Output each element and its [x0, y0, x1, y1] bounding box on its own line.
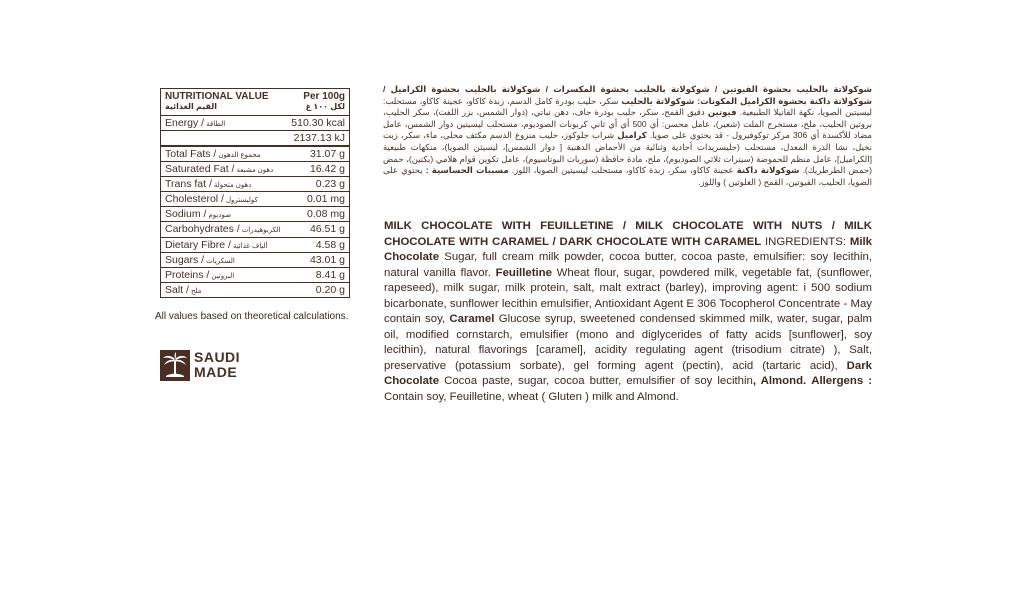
- row-value: 4.58 g: [315, 238, 345, 251]
- english-ingredients-label: INGREDIENTS:: [761, 235, 850, 248]
- row-label: [165, 148, 261, 160]
- nutrition-row-proteins: [161, 267, 349, 282]
- english-almond-label: , Almond.: [752, 375, 807, 387]
- row-label-ar: السكريات: [206, 257, 235, 265]
- nutrition-table: [160, 88, 350, 298]
- arabic-title: شوكولاتة بالحليب بحشوة الفيوتين / شوكولاتة بالحليب بحشوة المكسرات / شوكولاتة بالحليب بحشوة الكراميل / شوكولاتة داكنة بحشوة الكراميل: [383, 84, 872, 106]
- english-dark-label: Dark Chocolate: [384, 359, 872, 387]
- row-value: 510.30 kcal: [291, 117, 345, 130]
- row-value: 0.23 g: [315, 177, 345, 190]
- nutrition-row-sodium: [161, 206, 349, 221]
- logo-text: [194, 350, 240, 380]
- row-label-ar: الطاقة: [206, 121, 226, 129]
- row-label-en: Sugars /: [165, 253, 205, 266]
- english-caramel-text: Glucose syrup, sweetened condensed skimmed milk, water, sugar, palm oil, modified cornstarch, emulsifier (mono and diglycerides of fatty acids [sunflower], soy lecithin), natural flavorings [caramel], acidity regulating agent (trisodium citrate) ), Salt, preservative (potassium sorbate), gel forming agent (pectin), acid (tartaric acid),: [384, 313, 872, 372]
- row-label-ar: دهون مشبعة: [236, 166, 274, 174]
- arabic-allergen-label: مسببات الحساسية :: [425, 165, 509, 176]
- row-value: 31.07 g: [309, 147, 345, 160]
- arabic-feuil-label: فيوتين: [707, 107, 737, 118]
- nutrition-row-energy-kj: [161, 130, 349, 145]
- row-label-ar: صوديوم: [208, 212, 232, 220]
- row-label-ar: دهون متحولة: [213, 181, 252, 189]
- row-label-en: Carbohydrates /: [165, 223, 240, 236]
- row-label-en: Salt /: [165, 284, 189, 297]
- nutrition-row-salt: [161, 282, 349, 297]
- nutrition-row-dietary-fibre: [161, 237, 349, 252]
- nutrition-title-ar: القيم الغذائية: [165, 102, 218, 111]
- nutrition-row-sugars: [161, 252, 349, 267]
- row-label: [165, 254, 235, 266]
- english-ingredients: [384, 219, 872, 405]
- english-allergen-text: Contain soy, Feuilletine, wheat ( Gluten ) milk and Almond.: [384, 390, 679, 403]
- arabic-ingredients: [383, 84, 872, 188]
- row-label: [165, 163, 273, 175]
- english-dark-text: Cocoa paste, sugar, cocoa butter, emulsifier of soy lecithin: [439, 375, 753, 387]
- row-label: [165, 239, 268, 251]
- logo-line-1: SAUDI: [194, 349, 241, 365]
- row-label: [165, 223, 280, 235]
- row-label-en: Dietary Fibre /: [165, 238, 231, 251]
- row-label-ar: ألياف غذائية: [232, 242, 268, 250]
- row-label-en: Cholesterol /: [165, 193, 224, 206]
- arabic-dark-label: شوكولاتة داكنة: [736, 165, 800, 176]
- arabic-feuil-text: دقيق القمح، سكر، حليب بودرة جاف، دهن نباتي، (دوار الشمس، بزر اللفت)، سكر الحليب، بروتين الحليب، ملح، مستخرج الملت (شعير)، عامل محسن: أي 500 أي أي ثاني كربونات الصوديوم، مستحلب ليسيتين دوار الشمس، عامل مضاد للأكسدة أي 306 مركز توكوفيرول - قد يحتوي على صويا.: [383, 107, 872, 141]
- row-label-ar: كوليسترول: [225, 197, 258, 205]
- row-label-ar: الكربوهيدرات: [241, 227, 281, 235]
- row-label: [165, 193, 258, 205]
- row-value: 2137.13 kJ: [293, 132, 345, 145]
- english-feuil-label: Feuilletine: [495, 266, 552, 279]
- row-label: [165, 117, 225, 129]
- nutrition-row-energy: [161, 115, 349, 130]
- row-value: 0.08 mg: [307, 208, 345, 221]
- nutrition-footnote: All values based on theoretical calculations.: [155, 311, 349, 322]
- arabic-milk-label: شوكولاتة بالحليب: [621, 95, 695, 106]
- row-value: 43.01 g: [309, 253, 345, 266]
- nutrition-header: [161, 89, 349, 115]
- logo-line-2: MADE: [194, 364, 238, 380]
- english-title: MILK CHOCOLATE WITH FEUILLETINE / MILK CHOCOLATE WITH NUTS / MILK CHOCOLATE WITH CARAMEL / DARK CHOCOLATE WITH CARAMEL: [384, 220, 872, 248]
- nutrition-row-carbohydrates: [161, 221, 349, 236]
- nutrition-row-saturated-fat: [161, 161, 349, 176]
- arabic-caramel-label: كراميل: [617, 130, 647, 141]
- row-label-ar: مجموع الدهون: [218, 151, 261, 159]
- english-feuil-text: Wheat flour, sugar, powdered milk, vegetable fat, (sunflower, rapeseed), milk sugar, milk protein, salt, malt extract (barley), improving agent: i 500 sodium bicarbonate, sunflower lecithin emulsifier, Antioxidant Agent E 306 Tocopherol Concentrate - May contain soy,: [384, 266, 872, 325]
- row-value: 8.41 g: [315, 268, 345, 281]
- nutrition-per-ar: لكل ١٠٠ غ: [305, 102, 345, 111]
- arabic-dark-text: عجينة كاكاو، سكر، زبدة كاكاو، مستحلب ليسيتين الصويا، اللوز.: [511, 165, 734, 176]
- english-milk-label: Milk Chocolate: [384, 235, 872, 263]
- row-label: [165, 178, 251, 190]
- row-label-en: Total Fats /: [165, 147, 217, 160]
- row-label-en: Saturated Fat /: [165, 162, 235, 175]
- nutrition-title-en: NUTRITIONAL VALUE: [165, 91, 269, 102]
- nutrition-row-trans-fat: [161, 176, 349, 191]
- row-label-en: Proteins /: [165, 268, 210, 281]
- palm-tree-icon: [160, 350, 190, 381]
- row-label: [165, 269, 234, 281]
- nutrition-per-en: Per 100g: [303, 91, 345, 102]
- row-label-en: Trans fat /: [165, 177, 212, 190]
- row-label: [165, 284, 202, 296]
- row-label: [165, 208, 231, 220]
- row-value: 0.20 g: [315, 284, 345, 297]
- arabic-ingredients-label: المكونات:: [697, 95, 738, 106]
- nutrition-title: [165, 92, 269, 112]
- english-milk-text: Sugar, full cream milk powder, cocoa butter, cocoa paste, emulsifier: soy lecithin, natural vanilla flavor.: [384, 251, 872, 279]
- saudi-made-logo: [160, 350, 252, 384]
- english-caramel-label: Caramel: [449, 313, 495, 325]
- row-value: 16.42 g: [309, 162, 345, 175]
- nutrition-row-cholesterol: [161, 191, 349, 206]
- row-label-en: Energy /: [165, 117, 205, 130]
- english-allergen-label: Allergens :: [811, 375, 872, 387]
- row-label-ar: البروتين: [211, 272, 235, 280]
- row-label-ar: ملح: [190, 288, 202, 296]
- arabic-caramel-text: شراب جلوكوز، حليب منزوع الدسم مكثف محلى، ماء، سكر، زيت نخيل، نشا الذرة المعدل، مستحلب (جليسريدات أحادية وثنائية من الأحماض الدهنية [ دوار الشمس]، ليسيثن الصويا)، منكهات طبيعية [الكراميل]، عامل منظم للحموضة (سيترات ثلاثي الصوديوم)، ملح، مادة حافظة (سوربات البوتاسيوم)، عامل تكوين قوام هلامي (بكتين)، حمض (حمض الطرطريك).: [383, 130, 872, 176]
- row-value: 0.01 mg: [307, 193, 345, 206]
- nutrition-row-total-fats: [161, 145, 349, 160]
- arabic-allergen-text: يحتوي على الصويا، الحليب، الفيوتين، القمح ( الغلوتين ) واللوز.: [383, 165, 872, 187]
- row-label-en: Sodium /: [165, 208, 207, 221]
- arabic-milk-text: سكر، حليب بودرة كامل الدسم، زبدة كاكاو، عجينة كاكاو، مستحلب: ليسيتين الصويا، نكهة الفانيلا الطبيعية.: [383, 95, 872, 118]
- row-value: 46.51 g: [309, 223, 345, 236]
- nutrition-per: [303, 92, 345, 112]
